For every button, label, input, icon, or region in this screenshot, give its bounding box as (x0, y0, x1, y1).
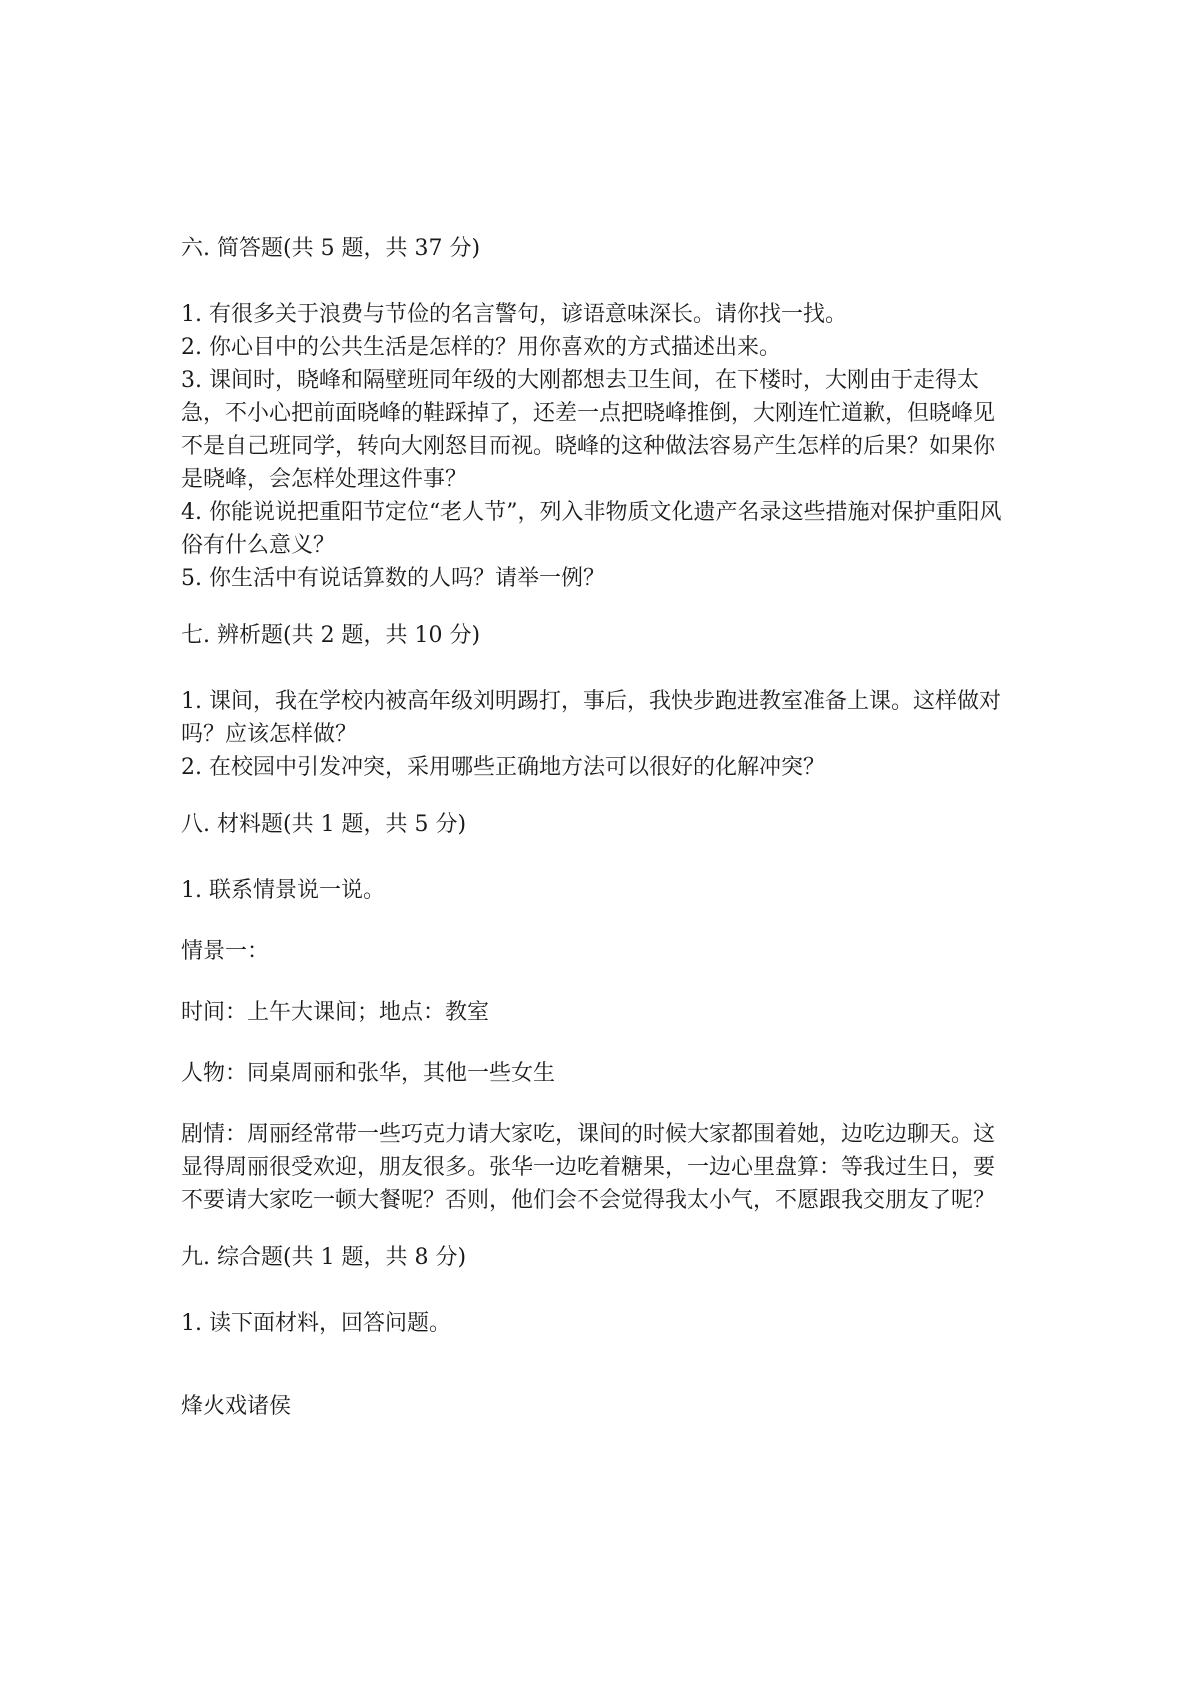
spacer (181, 1090, 1011, 1118)
story-title: 烽火戏诸侯 (181, 1394, 292, 1419)
question-6-1: 1. 有很多关于浪费与节俭的名言警句，谚语意味深长。请你找一找。 (181, 302, 847, 327)
scene-time-place: 时间：上午大课间；地点：教室 (181, 1000, 490, 1025)
scene-label: 情景一： (181, 939, 270, 964)
section-six-title: 六. 简答题(共 5 题，共 37 分) (181, 236, 481, 261)
spacer (181, 968, 1011, 996)
spacer (181, 1217, 1011, 1241)
document-page (181, 232, 1011, 1423)
spacer (181, 1029, 1011, 1057)
spacer (181, 595, 1011, 619)
scene-plot: 剧情：周丽经常带一些巧克力请大家吃，课间的时候大家都围着她，边吃边聊天。这显得周丽很受欢迎，朋友很多。张华一边吃着糖果，一边心里盘算：等我过生日，要不要请大家吃一顿大餐呢？否则，他们会不会觉得我太小气，不愿跟我交朋友了呢？ (181, 1122, 996, 1213)
section-nine-title: 九. 综合题(共 1 题，共 8 分) (181, 1245, 467, 1270)
scene-people: 人物：同桌周丽和张华，其他一些女生 (181, 1061, 556, 1086)
question-7-1: 1. 课间，我在学校内被高年级刘明踢打，事后，我快步跑进教室准备上课。这样做对吗？应该怎样做？ (181, 689, 1001, 747)
question-6-5: 5. 你生活中有说话算数的人吗？请举一例？ (181, 566, 605, 591)
section-eight-title: 八. 材料题(共 1 题，共 5 分) (181, 812, 467, 837)
question-6-3: 3. 课间时，晓峰和隔壁班同年级的大刚都想去卫生间，在下楼时，大刚由于走得太急，不小心把前面晓峰的鞋踩掉了，还差一点把晓峰推倒，大刚连忙道歉，但晓峰见不是自己班同学，转向大刚怒目而视。晓峰的这种做法容易产生怎样的后果？如果你是晓峰，会怎样处理这件事？ (181, 368, 996, 492)
section-seven-title: 七. 辨析题(共 2 题，共 10 分) (181, 623, 481, 648)
question-6-4: 4. 你能说说把重阳节定位“老人节”，列入非物质文化遗产名录这些措施对保护重阳风俗有什么意义？ (181, 500, 1002, 558)
question-6-2: 2. 你心目中的公共生活是怎样的？用你喜欢的方式描述出来。 (181, 335, 781, 360)
question-8-1: 1. 联系情景说一说。 (181, 878, 385, 903)
spacer (181, 907, 1011, 935)
question-9-1: 1. 读下面材料，回答问题。 (181, 1311, 451, 1336)
question-7-2: 2. 在校园中引发冲突，采用哪些正确地方法可以很好的化解冲突？ (181, 755, 825, 780)
spacer (181, 784, 1011, 808)
